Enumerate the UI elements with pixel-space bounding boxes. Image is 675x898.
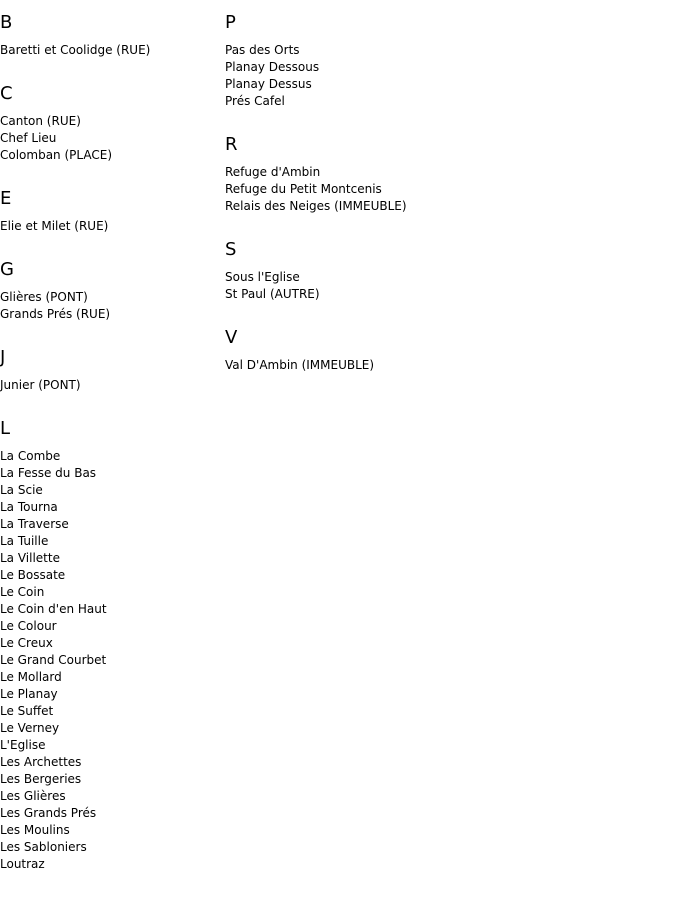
group-spacer (225, 215, 665, 227)
group-spacer (225, 110, 665, 122)
letter-heading: G (0, 259, 14, 280)
street-item: La Combe (0, 449, 61, 463)
street-item: Relais des Neiges (IMMEUBLE) (225, 199, 407, 213)
street-item: La Tuille (0, 534, 49, 548)
group-spacer (0, 235, 220, 247)
letter-group-p (225, 12, 665, 122)
street-list (0, 377, 220, 394)
street-list (225, 164, 665, 215)
letter-heading: J (0, 347, 6, 368)
group-spacer (0, 323, 220, 335)
group-spacer (0, 164, 220, 176)
street-item: La Fesse du Bas (0, 466, 97, 480)
letter-heading: B (0, 12, 13, 33)
street-list (225, 357, 665, 374)
letter-group-j (0, 347, 220, 406)
street-item: Le Mollard (0, 670, 62, 684)
street-item: Le Bossate (0, 568, 66, 582)
street-item: Junier (PONT) (0, 378, 81, 392)
letter-heading: S (225, 239, 237, 260)
street-item: La Traverse (0, 517, 69, 531)
street-item: Les Grands Prés (0, 806, 97, 820)
street-item: La Scie (0, 483, 43, 497)
letter-group-l (0, 418, 220, 885)
street-item: Loutraz (0, 857, 45, 871)
letter-group-s (225, 239, 665, 315)
letter-heading: V (225, 327, 238, 348)
street-item: Baretti et Coolidge (RUE) (0, 43, 151, 57)
street-item: L'Eglise (0, 738, 46, 752)
letter-group-c (0, 83, 220, 176)
letter-heading: C (0, 83, 13, 104)
street-item: Sous l'Eglise (225, 270, 300, 284)
group-spacer (0, 873, 220, 885)
street-list (0, 42, 220, 59)
street-item: Le Grand Courbet (0, 653, 107, 667)
street-list (0, 448, 220, 873)
letter-heading: E (0, 188, 12, 209)
letter-group-v (225, 327, 665, 386)
group-spacer (0, 394, 220, 406)
street-item: Planay Dessus (225, 77, 312, 91)
street-index-right-column (225, 0, 665, 386)
street-index-left-column (0, 0, 220, 885)
street-item: Glières (PONT) (0, 290, 88, 304)
street-item: Le Colour (0, 619, 57, 633)
letter-group-e (0, 188, 220, 247)
letter-heading: P (225, 12, 236, 33)
street-item: Pas des Orts (225, 43, 300, 57)
group-spacer (225, 303, 665, 315)
street-item: Le Coin d'en Haut (0, 602, 107, 616)
street-item: Val D'Ambin (IMMEUBLE) (225, 358, 375, 372)
street-item: Elie et Milet (RUE) (0, 219, 109, 233)
street-item: St Paul (AUTRE) (225, 287, 320, 301)
street-item: Les Archettes (0, 755, 82, 769)
letter-group-r (225, 134, 665, 227)
street-list (0, 218, 220, 235)
street-item: Prés Cafel (225, 94, 285, 108)
street-list (0, 113, 220, 164)
street-item: Le Suffet (0, 704, 54, 718)
street-item: Refuge du Petit Montcenis (225, 182, 382, 196)
street-item: Les Glières (0, 789, 66, 803)
street-item: Grands Prés (RUE) (0, 307, 111, 321)
street-item: Le Verney (0, 721, 60, 735)
letter-group-b (0, 12, 220, 71)
street-item: Le Planay (0, 687, 58, 701)
street-item: Chef Lieu (0, 131, 57, 145)
street-list (225, 269, 665, 303)
street-item: Refuge d'Ambin (225, 165, 321, 179)
street-item: Le Coin (0, 585, 45, 599)
street-list (0, 289, 220, 323)
group-spacer (0, 59, 220, 71)
street-item: Planay Dessous (225, 60, 320, 74)
street-list (225, 42, 665, 110)
letter-heading: L (0, 418, 11, 439)
street-item: Le Creux (0, 636, 53, 650)
letter-heading: R (225, 134, 238, 155)
street-item: Les Bergeries (0, 772, 82, 786)
street-item: Colomban (PLACE) (0, 148, 112, 162)
street-item: La Villette (0, 551, 60, 565)
group-spacer (225, 374, 665, 386)
street-item: Les Sabloniers (0, 840, 87, 854)
letter-group-g (0, 259, 220, 335)
street-item: Les Moulins (0, 823, 70, 837)
street-item: Canton (RUE) (0, 114, 81, 128)
street-item: La Tourna (0, 500, 58, 514)
